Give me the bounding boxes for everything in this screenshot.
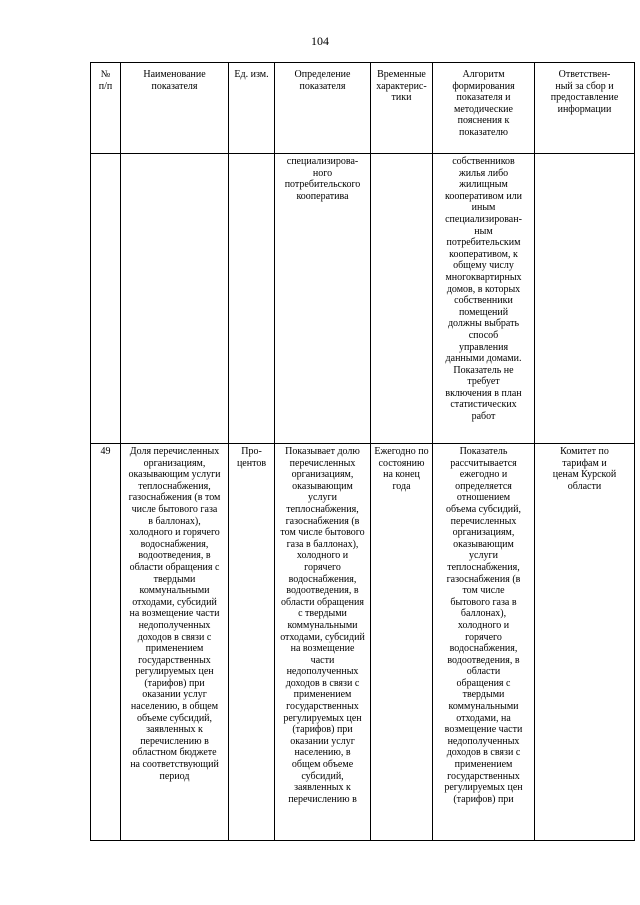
header-algorithm: Алгоритм формирования показателя и методические пояснения к показателю bbox=[433, 63, 535, 154]
cell-time bbox=[371, 154, 433, 444]
cell-number bbox=[91, 154, 121, 444]
cell-unit bbox=[229, 154, 275, 444]
table-row bbox=[91, 444, 635, 841]
table-row bbox=[91, 154, 635, 444]
header-definition: Определение показателя bbox=[275, 63, 371, 154]
header-number: № п/п bbox=[91, 63, 121, 154]
header-unit: Ед. изм. bbox=[229, 63, 275, 154]
cell-unit: Про- центов bbox=[229, 444, 275, 841]
header-time-characteristics: Временные характерис- тики bbox=[371, 63, 433, 154]
table-header-row bbox=[91, 63, 635, 154]
cell-number: 49 bbox=[91, 444, 121, 841]
cell-name: Доля перечисленных организациям, оказывающим услуги теплоснабжения, газоснабжения (в том числе бытового газа в баллонах), холодного и горячего водоснабжения, водоотведения, в области обращения с твердыми коммунальными отходами, субсидий на возмещение части недополученных доходов в связи с применением государственных регулируемых цен (тарифов) при оказании услуг населению, в общем объеме субсидий, заявленных к перечислению в областном бюджете на соответствующий период bbox=[121, 444, 229, 841]
cell-responsible bbox=[535, 154, 635, 444]
header-responsible: Ответствен- ный за сбор и предоставление информации bbox=[535, 63, 635, 154]
cell-time: Ежегодно по состоянию на конец года bbox=[371, 444, 433, 841]
cell-definition: специализирова- ного потребительского кооператива bbox=[275, 154, 371, 444]
cell-name bbox=[121, 154, 229, 444]
page-number: 104 bbox=[311, 34, 329, 48]
cell-algorithm: собственников жилья либо жилищным кооперативом или иным специализирован- ным потребительским кооперативом, к общему числу многоквартирных домов, в которых собственники помещений должны выбрать способ управления данными домами. Показатель не требует включения в план статистических работ bbox=[433, 154, 535, 444]
indicator-table bbox=[90, 62, 635, 841]
cell-responsible: Комитет по тарифам и ценам Курской области bbox=[535, 444, 635, 841]
cell-algorithm: Показатель рассчитывается ежегодно и определяется отношением объема субсидий, перечисленных организациям, оказывающим услуги теплоснабжения, газоснабжения (в том числе бытового газа в баллонах), холодного и горячего водоснабжения, водоотведения, в области обращения с твердыми коммунальными отходами, на возмещение части недополученных доходов в связи с применением государственных регулируемых цен (тарифов) при bbox=[433, 444, 535, 841]
header-indicator-name: Наименование показателя bbox=[121, 63, 229, 154]
cell-definition: Показывает долю перечисленных организациям, оказывающим услуги теплоснабжения, газоснабжения (в том числе бытового газа в баллонах), холодного и горячего водоснабжения, водоотведения, в области обращения с твердыми коммунальными отходами, субсидий на возмещение части недополученных доходов в связи с применением государственных регулируемых цен (тарифов) при оказании услуг населению, в общем объеме субсидий, заявленных к перечислению в bbox=[275, 444, 371, 841]
